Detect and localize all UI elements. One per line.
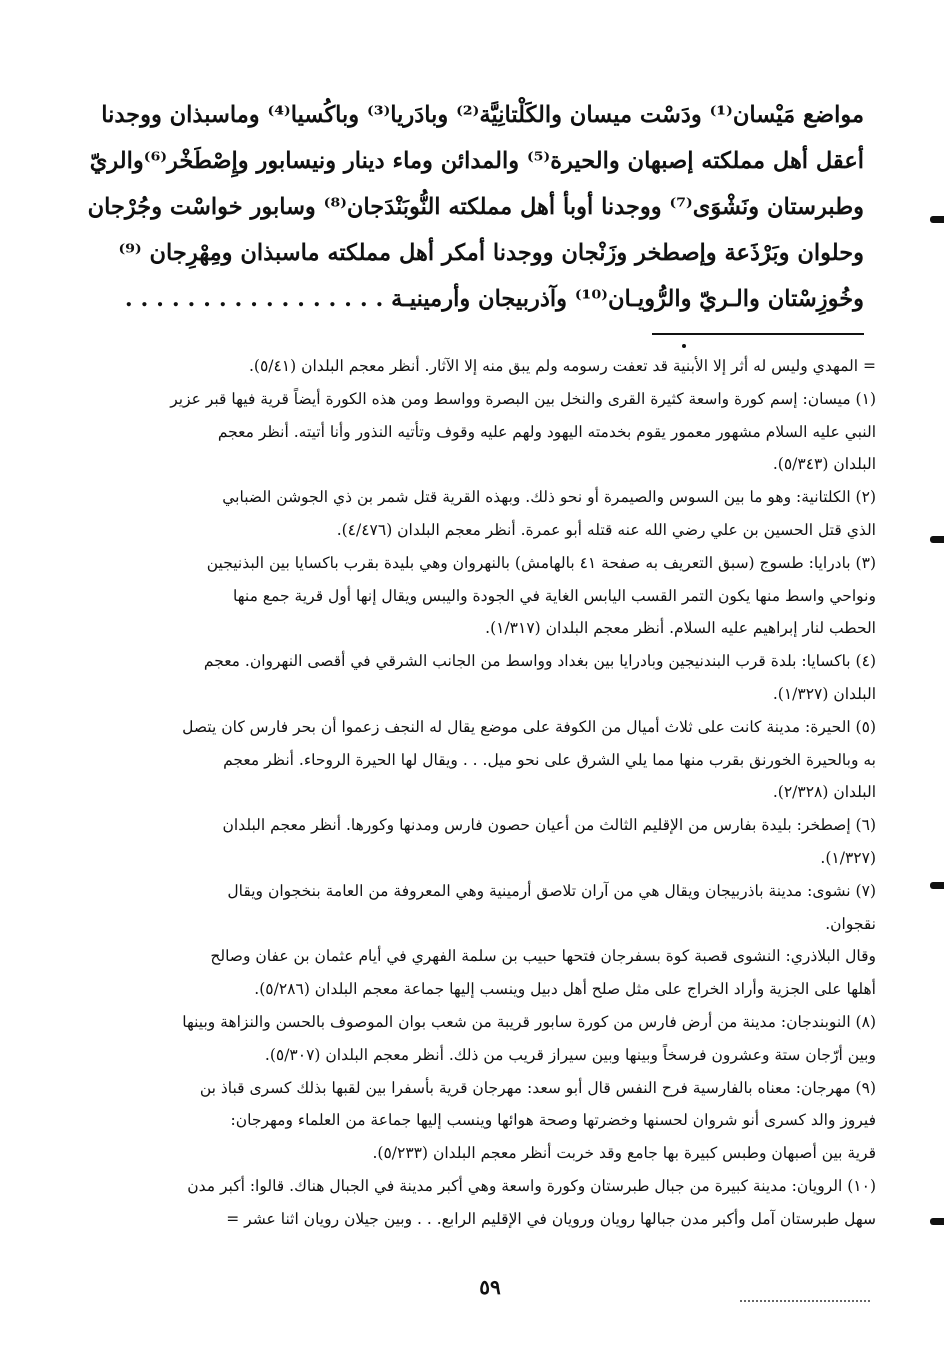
margin-binding-mark — [930, 216, 944, 223]
main-text-line: مواضع مَيْسان⁽¹⁾ ودَسْت ميسان والكَلْتانِيَّة⁽²⁾ وبادَريا⁽³⁾ وباكُسيا⁽⁴⁾ وماسبذان ووجدنا — [101, 102, 864, 128]
main-text-line: وطبرستان ونَشْوَى⁽⁷⁾ ووجدنا أوبأ أهل مملكته النُّوبَنْدَجان⁽⁸⁾ وسابور خواسْت وجُرْجان — [87, 194, 864, 220]
footnote-line: الذي قتل الحسين بن علي رضي الله عنه قتله أبو عمرة. أنظر معجم البلدان (٤/٤٧٦). — [336, 520, 876, 539]
footnote-line: (٢) الكلتانية: وهو ما بين السوس والصيمرة أو نحو ذلك. وبهذه القرية قتل شمر بن ذي الجوشن الضبابي — [222, 488, 876, 507]
main-text-line: وحلوان وبَرْذَعة وإصطخر وزَنْجان ووجدنا أمكر أهل مملكته ماسبذان ومِهْرِجان ⁽⁹⁾ — [118, 240, 864, 266]
footnote-line: أهلها على الجزية وأراد الخراج على مثل صلح أهل دبيل وينسب إليها جماعة معجم البلدان (٥/٢٨٦). — [254, 980, 876, 999]
footnote-line: فيروز والد كسرى أنو شروان لحسنها وخضرتها وصحة هوائها وينسب إليها جماعة من العلماء ومهرجان: — [230, 1111, 876, 1130]
footnote-line: وقال البلاذري: النشوى قصبة كوة بسفرجان فتحها حبيب بن سلمة الفهري في أيام عثمان بن عفان وصالح — [210, 947, 876, 966]
footnote-line: (٦) إصطخر: بليدة بفارس من الإقليم الثالث من أعيان حصون فارس ومدنها وكورها. أنظر معجم البلدان — [222, 816, 876, 835]
footnote-line: النبي عليه السلام مشهور معمور يقوم بخدمته اليهود ولهم عليه وقوف وتأتيه النذور وأنا أتيته. أنظر معجم — [217, 422, 876, 441]
margin-binding-mark — [930, 882, 944, 889]
margin-binding-mark — [930, 1218, 944, 1225]
footnote-line: البلدان (٢/٣٢٨). — [772, 783, 876, 802]
footnote-line: الحطب لنار إبراهيم عليه السلام. أنظر معجم البلدان (١/٣١٧). — [485, 619, 876, 638]
main-text-line: أعقل أهل مملكته إصبهان والحيرة⁽⁵⁾ والمدائن وماء دينار ونيسابور وإِصْطَخْر⁽⁶⁾والريّ — [89, 148, 864, 174]
scan-noise — [740, 1300, 870, 1304]
footnote-line: (٧) نشوى: مدينة باذربيجان ويقال هي من آران تلاصق أرمينية وهي المعروفة من العامة بنخجوان ويقال — [227, 881, 876, 900]
footnote-line: قرية بين أصبهان وطبس كبيرة بها جامع وقد خربت أنظر معجم البلدان (٥/٢٣٣). — [372, 1144, 876, 1163]
footnote-separator — [652, 333, 864, 335]
margin-binding-mark — [930, 536, 944, 543]
footnote-line: به وبالحيرة الخورنق بقرب منها مما يلي الشرق على نحو ميل. . . ويقال لها الحيرة الروحاء. أنظر معجم — [223, 750, 876, 769]
footnote-line: ونواحي واسط منها يكون التمر القسب اليابس الغاية في الجودة واليبس ويقال إنها أول قرية جمع منها — [233, 586, 876, 605]
footnote-line: (٣) بادرايا: طسوج (سبق التعريف به صفحة ٤١ بالهامش) بالنهروان وهي بليدة بقرب باكسايا بين البذنيجين — [206, 553, 876, 572]
main-text-line: وخُوزِسْتان والـريّ والرُّويـان⁽¹⁰⁾ وآذربيجان وأرمينيـة . . . . . . . . . . . . . . . . . — [124, 286, 864, 312]
footnote-line: (٥) الحيرة: مدينة كانت على ثلاث أميال من الكوفة على موضع يقال له النجف زعموا أن بحر فارس كان يتصل — [182, 717, 876, 736]
ink-dot — [682, 344, 686, 348]
footnotes-block — [120, 350, 876, 1236]
main-text-block — [87, 92, 864, 322]
footnote-line: (١٠) الرويان: مدينة كبيرة من جبال طبرستان وكورة واسعة وهي أكبر مدينة في الجبال هناك. قالوا: أكبر مدن — [187, 1176, 876, 1195]
footnote-line: (١) ميسان: إسم كورة واسعة كثيرة القرى والنخل بين البصرة وواسط ومن هذه الكورة أيضاً قرية فيها قبر عزير — [170, 389, 876, 408]
footnote-line: سهل طبرستان آمل وأكبر مدن جبالها رويان ورويان في الإقليم الرابع. . . وبين جيلان رويان اثنا عشر = — [226, 1209, 876, 1228]
footnote-line: وبين أرّجان ستة وعشرون فرسخاً وبينها وبين سيراز قريب من ذلك. أنظر معجم البلدان (٥/٣٠٧). — [264, 1045, 876, 1064]
footnote-line: البلدان (٥/٣٤٣). — [772, 455, 876, 474]
footnote-line: (١/٣٢٧). — [820, 848, 876, 867]
footnote-line: = المهدي وليس له أثر إلا الأبنية قد تعفت رسومه ولم يبق منه إلا الآثار. أنظر معجم البلدان (٥/٤١). — [248, 357, 876, 375]
footnote-line: البلدان (١/٣٢٧). — [772, 684, 876, 703]
footnote-line: (٤) باكسايا: بلدة قرب البندنيجين وبادرايا بين بغداد وواسط من الجانب الشرقي في أقصى النهروان. معجم — [203, 652, 876, 671]
page-number: ٥٩ — [479, 1275, 501, 1299]
footnote-line: (٨) النوبندجان: مدينة من أرض فارس من كورة سابور قريبة من شعب بوان الموصوف بالحسن والنزاهة وبينها — [182, 1012, 876, 1031]
footnote-line: نقجوان. — [825, 914, 876, 933]
footnote-line: (٩) مهرجان: معناه بالفارسية فرح النفس قال أبو سعد: مهرجان قرية بأسفرا بين لقبها بذلك كسرى قباذ بن — [199, 1078, 876, 1097]
